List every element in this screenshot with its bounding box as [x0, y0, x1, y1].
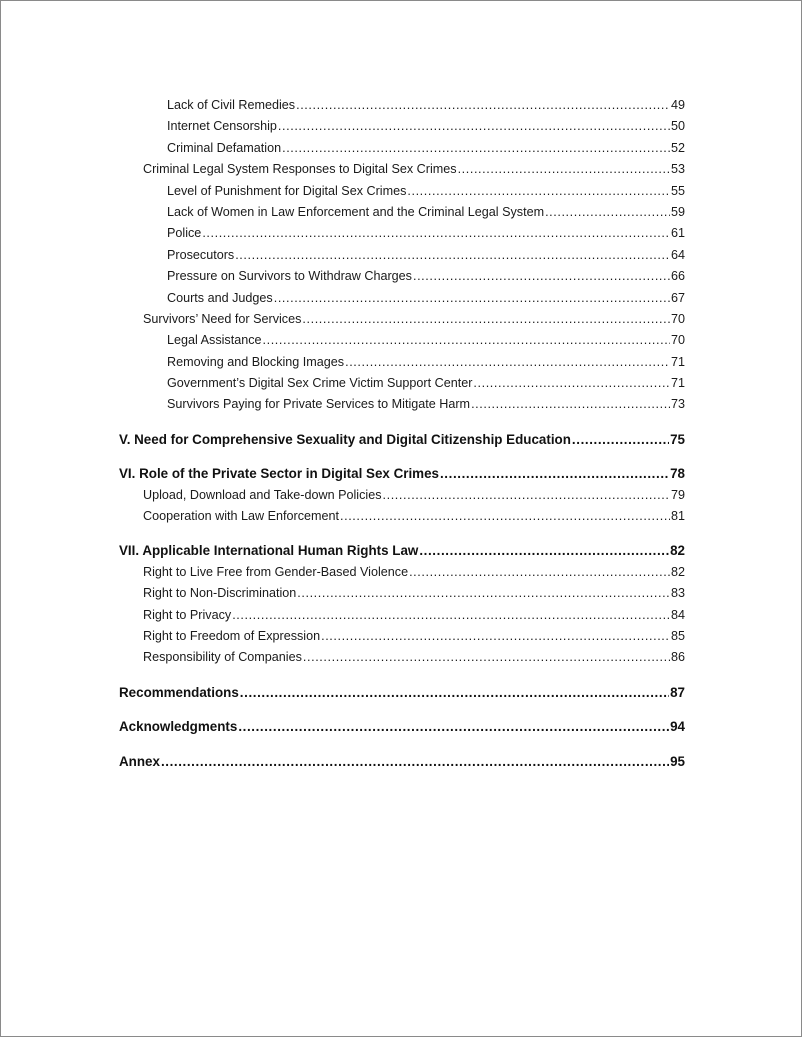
toc-leader	[458, 159, 670, 180]
toc-entry-title: Government’s Digital Sex Crime Victim Support Center	[167, 376, 473, 391]
toc-leader	[161, 751, 669, 772]
toc-entry-title: Survivors Paying for Private Services to Mitigate Harm	[167, 397, 471, 412]
toc-leader	[238, 716, 669, 737]
toc-entry-title: Upload, Download and Take-down Policies	[143, 487, 382, 502]
toc-chapter[interactable]	[119, 716, 685, 737]
toc-entry-page: 78	[670, 466, 685, 482]
toc-entry-page: 82	[670, 564, 685, 579]
toc-leader	[302, 309, 670, 330]
toc-entry-page: 71	[670, 376, 685, 391]
toc-entry-page: 73	[670, 397, 685, 412]
toc-entry-page: 85	[670, 628, 685, 643]
toc-entry-title: Right to Freedom of Expression	[143, 628, 321, 643]
toc-leader	[282, 138, 670, 159]
toc-entry[interactable]	[119, 181, 685, 202]
toc-chapter[interactable]	[119, 429, 685, 450]
toc-entry-title: Pressure on Survivors to Withdraw Charges	[167, 269, 412, 284]
toc-entry[interactable]	[119, 373, 685, 394]
toc-entry-title: Annex	[119, 753, 160, 769]
toc-entry-title: Removing and Blocking Images	[167, 354, 345, 369]
toc-leader	[340, 506, 670, 527]
toc-leader	[263, 330, 670, 351]
toc-entry-page: 66	[670, 269, 685, 284]
toc-leader	[473, 373, 670, 394]
toc-entry[interactable]	[119, 485, 685, 506]
toc-entry-title: Acknowledgments	[119, 719, 238, 735]
toc-entry-page: 50	[670, 119, 685, 134]
toc-leader	[440, 463, 669, 484]
toc-entry-title: Police	[167, 226, 202, 241]
toc-leader	[545, 202, 670, 223]
toc-leader	[345, 352, 670, 373]
toc-entry-title: VI. Role of the Private Sector in Digital Sex Crimes	[119, 466, 439, 482]
toc-entry[interactable]	[119, 562, 685, 583]
toc-entry-title: Criminal Legal System Responses to Digital Sex Crimes	[143, 162, 457, 177]
toc-leader	[419, 540, 669, 561]
toc-leader	[471, 394, 670, 415]
toc-entry-title: Recommendations	[119, 684, 239, 700]
toc-entry-page: 83	[670, 586, 685, 601]
toc-entry[interactable]	[119, 159, 685, 180]
toc-entry-page: 61	[670, 226, 685, 241]
toc-entry-page: 71	[670, 354, 685, 369]
toc-entry-page: 95	[670, 753, 685, 769]
toc-entry-title: Criminal Defamation	[167, 140, 282, 155]
toc-entry-page: 49	[670, 98, 685, 112]
toc-entry-title: V. Need for Comprehensive Sexuality and Digital Citizenship Education	[119, 431, 571, 447]
toc-entry-title: Right to Privacy	[143, 607, 232, 622]
toc-entry-page: 87	[670, 684, 685, 700]
toc-entry-title: Courts and Judges	[167, 290, 273, 305]
toc-leader	[278, 116, 670, 137]
toc-entry-page: 75	[670, 431, 685, 447]
toc-entry-title: Level of Punishment for Digital Sex Crimes	[167, 183, 407, 198]
toc-entry[interactable]	[119, 647, 685, 668]
toc-leader	[572, 429, 669, 450]
toc-chapter[interactable]	[119, 751, 685, 772]
toc-entry-title: Right to Non-Discrimination	[143, 586, 297, 601]
toc-leader	[235, 245, 670, 266]
toc-entry-page: 81	[670, 509, 685, 524]
toc-chapter[interactable]	[119, 540, 685, 561]
toc-entry-page: 70	[670, 333, 685, 348]
toc-entry-title: Right to Live Free from Gender-Based Violence	[143, 564, 409, 579]
toc-entry-title: Responsibility of Companies	[143, 650, 302, 665]
toc-entry-page: 70	[670, 311, 685, 326]
toc-entry[interactable]	[119, 95, 685, 116]
toc-entry[interactable]	[119, 605, 685, 626]
toc-entry-title: Internet Censorship	[167, 119, 277, 134]
toc-entry-page: 67	[670, 290, 685, 305]
toc-leader	[202, 223, 670, 244]
toc-entry-page: 55	[670, 183, 685, 198]
toc-entry[interactable]	[119, 138, 685, 159]
toc-leader	[321, 626, 670, 647]
table-of-contents	[119, 95, 685, 772]
toc-entry-page: 86	[670, 650, 685, 665]
toc-entry-page: 52	[670, 140, 685, 155]
toc-leader	[274, 288, 670, 309]
toc-entry-title: VII. Applicable International Human Rights Law	[119, 543, 419, 559]
toc-leader	[407, 181, 670, 202]
toc-entry[interactable]	[119, 223, 685, 244]
toc-entry[interactable]	[119, 583, 685, 604]
toc-entry[interactable]	[119, 202, 685, 223]
toc-entry-page: 79	[670, 487, 685, 502]
toc-entry-title: Prosecutors	[167, 247, 235, 262]
toc-entry[interactable]	[119, 626, 685, 647]
toc-chapter[interactable]	[119, 463, 685, 484]
toc-entry[interactable]	[119, 116, 685, 137]
toc-leader	[413, 266, 670, 287]
toc-entry-page: 53	[670, 162, 685, 177]
toc-leader	[240, 682, 669, 703]
toc-entry[interactable]	[119, 245, 685, 266]
toc-leader	[232, 605, 670, 626]
toc-entry[interactable]	[119, 330, 685, 351]
toc-entry[interactable]	[119, 309, 685, 330]
toc-entry-title: Cooperation with Law Enforcement	[143, 509, 340, 524]
toc-leader	[409, 562, 670, 583]
toc-entry[interactable]	[119, 394, 685, 415]
toc-leader	[383, 485, 670, 506]
toc-entry-title: Lack of Women in Law Enforcement and the Criminal Legal System	[167, 204, 545, 219]
toc-entry-title: Legal Assistance	[167, 333, 262, 348]
toc-entry[interactable]	[119, 506, 685, 527]
toc-entry[interactable]	[119, 266, 685, 287]
toc-entry-page: 82	[670, 543, 685, 559]
toc-entry-page: 59	[670, 204, 685, 219]
toc-leader	[297, 583, 670, 604]
toc-entry-title: Survivors’ Need for Services	[143, 311, 302, 326]
toc-leader	[303, 647, 670, 668]
toc-entry-page: 84	[670, 607, 685, 622]
toc-chapter[interactable]	[119, 682, 685, 703]
toc-entry[interactable]	[119, 352, 685, 373]
toc-entry[interactable]	[119, 288, 685, 309]
toc-leader	[296, 95, 670, 116]
toc-entry-page: 94	[670, 719, 685, 735]
toc-entry-title: Lack of Civil Remedies	[167, 98, 296, 112]
toc-entry-page: 64	[670, 247, 685, 262]
